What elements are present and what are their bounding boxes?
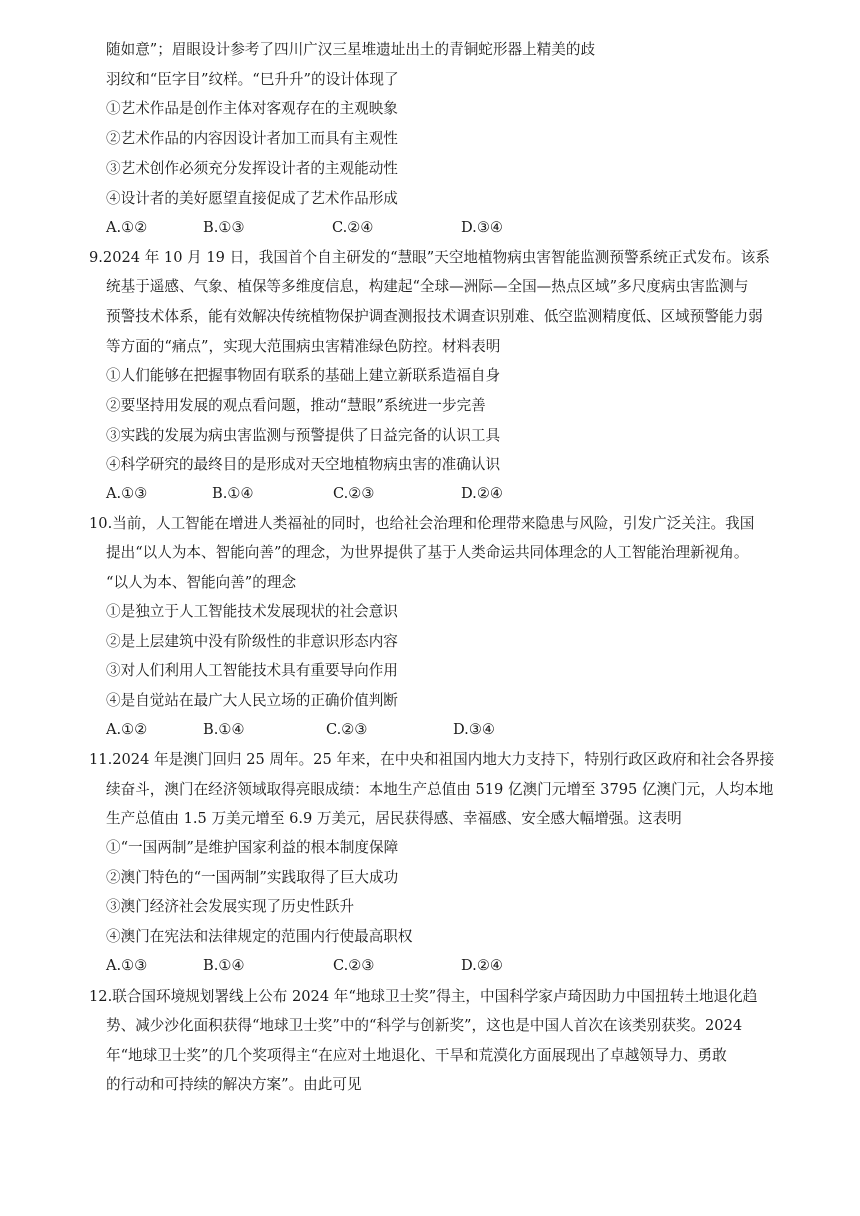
statement: ④澳门在宪法和法律规定的范围内行使最高职权 bbox=[106, 928, 413, 945]
stem-line: 的行动和可持续的解决方案”。由此可见 bbox=[106, 1076, 362, 1093]
option-d[interactable]: D.③④ bbox=[453, 721, 495, 738]
statement: ④是自觉站在最广大人民立场的正确价值判断 bbox=[106, 692, 398, 709]
stem-line: 羽纹和“臣字目”纹样。“巳升升”的设计体现了 bbox=[106, 71, 399, 88]
option-a[interactable]: A.①③ bbox=[106, 485, 148, 502]
option-c[interactable]: C.②③ bbox=[333, 485, 375, 502]
stem-line: 11.2024 年是澳门回归 25 周年。25 年来，在中央和祖国内地大力支持下，特别行政区政府和社会各界接 bbox=[89, 751, 775, 768]
stem-line: 随如意”；眉眼设计参考了四川广汉三星堆遗址出土的青铜蛇形器上精美的歧 bbox=[106, 41, 596, 58]
statement: ④设计者的美好愿望直接促成了艺术作品形成 bbox=[106, 190, 398, 207]
stem-line: 生产总值由 1.5 万美元增至 6.9 万美元，居民获得感、幸福感、安全感大幅增强。这表明 bbox=[106, 810, 682, 827]
statement: ③实践的发展为病虫害监测与预警提供了日益完备的认识工具 bbox=[106, 427, 501, 444]
option-c[interactable]: C.②③ bbox=[333, 957, 375, 974]
stem-line: 续奋斗，澳门在经济领域取得亮眼成绩：本地生产总值由 519 亿澳门元增至 3795 亿澳门元，人均本地 bbox=[106, 781, 774, 798]
option-b[interactable]: B.①④ bbox=[203, 721, 245, 738]
option-c[interactable]: C.②④ bbox=[332, 219, 374, 236]
option-a[interactable]: A.①② bbox=[106, 721, 148, 738]
stem-line: 统基于遥感、气象、植保等多维度信息，构建起“全球—洲际—全国—热点区域”多尺度病虫害监测与 bbox=[106, 278, 749, 295]
statement: ①“一国两制”是维护国家利益的根本制度保障 bbox=[106, 839, 399, 856]
statement: ②澳门特色的“一国两制”实践取得了巨大成功 bbox=[106, 869, 399, 886]
option-a[interactable]: A.①② bbox=[106, 219, 148, 236]
statement: ②是上层建筑中没有阶级性的非意识形态内容 bbox=[106, 633, 398, 650]
stem-line: 年“地球卫士奖”的几个奖项得主“在应对土地退化、干旱和荒漠化方面展现出了卓越领导力、勇敢 bbox=[106, 1047, 727, 1064]
statement: ①艺术作品是创作主体对客观存在的主观映象 bbox=[106, 100, 398, 117]
option-d[interactable]: D.②④ bbox=[461, 485, 503, 502]
option-b[interactable]: B.①④ bbox=[203, 957, 245, 974]
stem-line: “以人为本、智能向善”的理念 bbox=[106, 574, 297, 591]
statement: ②要坚持用发展的观点看问题，推动“慧眼”系统进一步完善 bbox=[106, 397, 486, 414]
option-a[interactable]: A.①③ bbox=[106, 957, 148, 974]
stem-line: 预警技术体系，能有效解决传统植物保护调查测报技术调查识别难、低空监测精度低、区域预警能力弱 bbox=[106, 308, 763, 325]
stem-line: 12.联合国环境规划署线上公布 2024 年“地球卫士奖”得主，中国科学家卢琦因助力中国扭转土地退化趋 bbox=[89, 988, 758, 1005]
stem-line: 势、减少沙化面积获得“地球卫士奖”中的“科学与创新奖”，这也是中国人首次在该类别获奖。2024 bbox=[106, 1017, 743, 1034]
statement: ①人们能够在把握事物固有联系的基础上建立新联系造福自身 bbox=[106, 367, 501, 384]
statement: ③艺术创作必须充分发挥设计者的主观能动性 bbox=[106, 160, 398, 177]
stem-line: 提出“以人为本、智能向善”的理念，为世界提供了基于人类命运共同体理念的人工智能治理新视角。 bbox=[106, 544, 749, 561]
option-b[interactable]: B.①④ bbox=[212, 485, 254, 502]
statement: ③澳门经济社会发展实现了历史性跃升 bbox=[106, 898, 355, 915]
option-d[interactable]: D.③④ bbox=[461, 219, 503, 236]
stem-line: 10.当前，人工智能在增进人类福祉的同时，也给社会治理和伦理带来隐患与风险，引发广泛关注。我国 bbox=[89, 515, 755, 532]
option-c[interactable]: C.②③ bbox=[326, 721, 368, 738]
option-d[interactable]: D.②④ bbox=[461, 957, 503, 974]
statement: ①是独立于人工智能技术发展现状的社会意识 bbox=[106, 603, 398, 620]
statement: ③对人们利用人工智能技术具有重要导向作用 bbox=[106, 662, 398, 679]
stem-line: 等方面的“痛点”，实现大范围病虫害精准绿色防控。材料表明 bbox=[106, 338, 501, 355]
statement: ②艺术作品的内容因设计者加工而具有主观性 bbox=[106, 130, 398, 147]
stem-line: 9.2024 年 10 月 19 日，我国首个自主研发的“慧眼”天空地植物病虫害智能监测预警系统正式发布。该系 bbox=[89, 249, 770, 266]
option-b[interactable]: B.①③ bbox=[203, 219, 245, 236]
statement: ④科学研究的最终目的是形成对天空地植物病虫害的准确认识 bbox=[106, 456, 501, 473]
